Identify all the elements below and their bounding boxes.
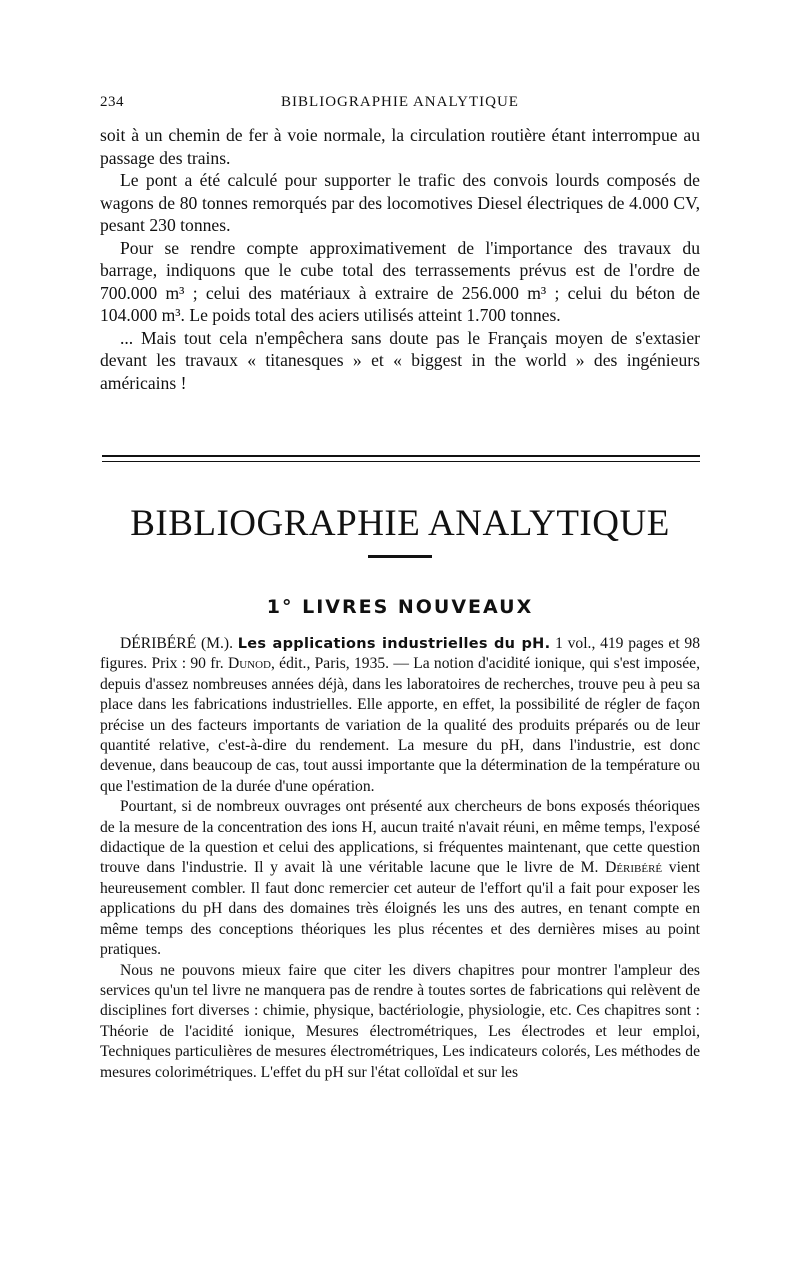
intro-paragraph-1: soit à un chemin de fer à voie normale, la circulation routière étant interrompue au passage des trains. (100, 125, 700, 168)
book-review (100, 634, 700, 1083)
review-paragraph-2: Pourtant, si de nombreux ouvrages ont présenté aux chercheurs de bons exposés théoriques de la mesure de la concentration des ions H, aucun traité n'avait réuni, en même temps, l'exposé didactique de la question et celui des applications, si fréquentes maintenant, que cette question trouve dans l'industrie. Il y avait là une véritable lacune que le livre de M. Déribéré vient heureusement combler. Il faut donc remercier cet auteur de l'effort qu'il a fait pour exposer les applications du pH dans des domaines très éloignés les uns des autres, en tenant compte en même temps des conceptions théoriques les plus récentes et des dernières mises au point pratiques. (100, 798, 700, 959)
review-paragraph-3: Nous ne pouvons mieux faire que citer les divers chapitres pour montrer l'ampleur des services qu'un tel livre ne manquera pas de rendre à toutes sortes de fabrications qui relèvent de disciplines fort diverses : chimie, physique, bactériologie, physiologie, etc. Ces chapitres sont : Théorie de l'acidité ionique, Mesures électrométriques, Les électrodes et leur emploi, Techniques particulières de mesures électrométriques, Les indicateurs colorés, Les méthodes de mesures colorimétriques. L'effet du pH sur l'état colloïdal et sur les (100, 961, 700, 1081)
review-author-name: Déribéré (605, 859, 663, 877)
running-head (100, 94, 700, 116)
running-title: BIBLIOGRAPHIE ANALYTIQUE (281, 94, 519, 110)
review-paragraph-1 (100, 634, 700, 797)
review-author: DÉRIBÉRÉ (M.). (120, 635, 234, 652)
intro-paragraph-2: Le pont a été calculé pour supporter le trafic des convois lourds composés de wagons de 80 tonnes remorqués par des locomotives Diesel électriques de 4.000 CV, pesant 230 tonnes. (100, 170, 700, 235)
intro-text (100, 124, 700, 394)
title-underline (368, 555, 432, 558)
section-title: BIBLIOGRAPHIE ANALYTIQUE (130, 503, 670, 544)
intro-paragraph-3: Pour se rendre compte approximativement de l'importance des travaux du barrage, indiquons que le cube total des terrassements prévus est de l'ordre de 700.000 m³ ; celui des matériaux à extraire de 256.000 m³ ; celui du béton de 104.000 m³. Le poids total des aciers utilisés atteint 1.700 tonnes. (100, 237, 700, 325)
page-number: 234 (100, 94, 124, 110)
section-divider-top (102, 455, 700, 457)
review-details: 1 vol., 419 pages et 98 figures. Prix : 90 fr. (100, 635, 700, 673)
review-book-title: Les applications industrielles du pH. (237, 636, 551, 652)
review-publisher: Dunod (227, 655, 271, 673)
review-body: , édit., Paris, 1935. — La notion d'acidité ionique, qui s'est imposée, depuis d'assez nombreuses années déjà, dans les laboratoires de recherches, trouve peu à peu sa place dans les fabrications industrielles. Elle apporte, en effet, la possibilité de régler de façon précise un des facteurs importants de variation de la qualité des produits préparés ou de leur quantité relative, c'est-à-dire du rendement. La mesure du pH, dans l'industrie, est donc devenue, dans beaucoup de cas, tout aussi importante que la détermination de la température ou que l'estimation de la durée d'une opération. (100, 655, 700, 795)
section-divider-bottom (102, 461, 700, 462)
intro-paragraph-4: ... Mais tout cela n'empêchera sans doute pas le Français moyen de s'extasier devant les travaux « titanesques » et « biggest in the world » des ingénieurs américains ! (100, 327, 700, 393)
subsection-title: 1° LIVRES NOUVEAUX (266, 596, 534, 618)
